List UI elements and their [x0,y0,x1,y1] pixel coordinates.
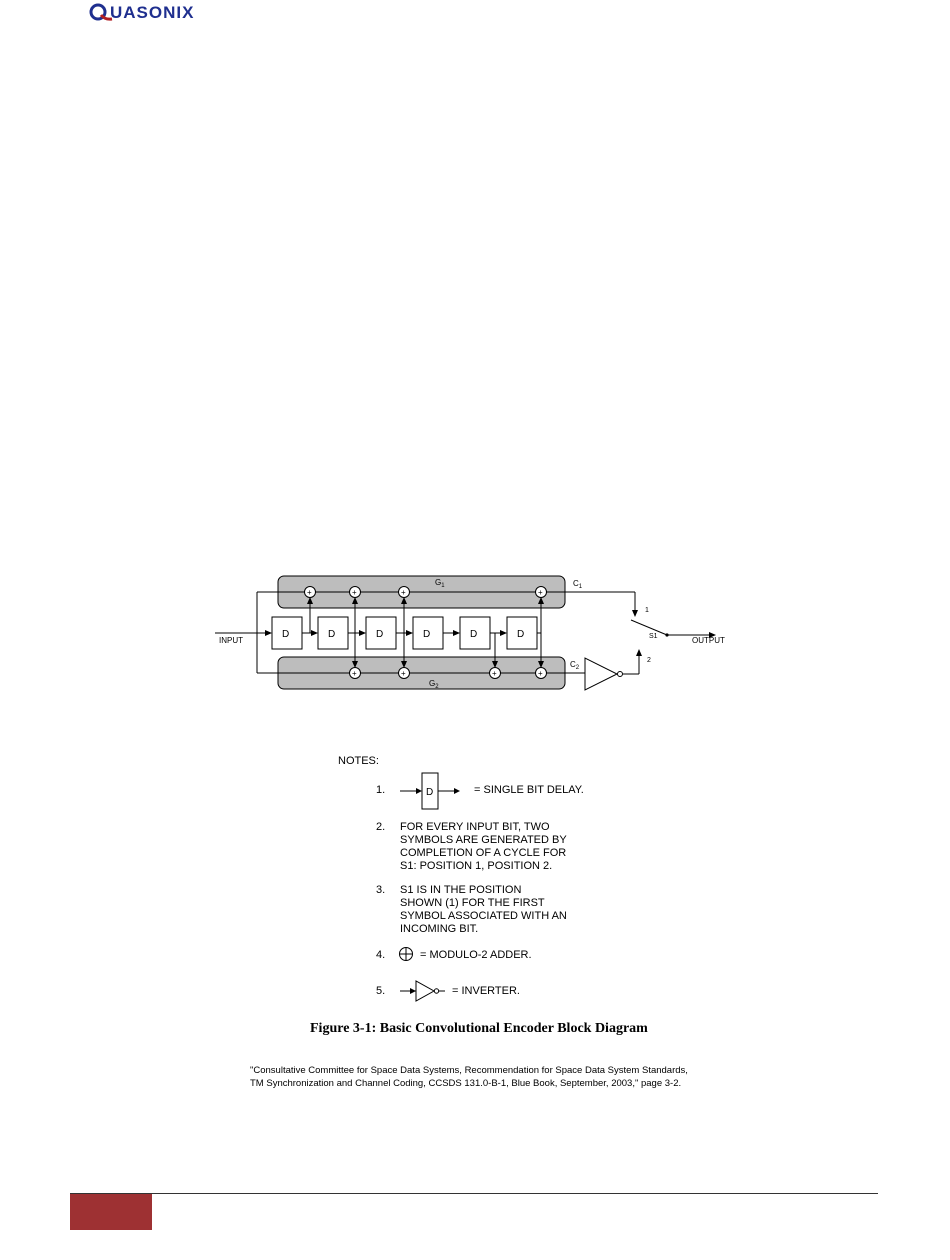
note-number: 4. [376,949,386,961]
svg-text:+: + [352,669,357,678]
input-label: INPUT [219,636,243,645]
svg-text:D: D [426,787,434,798]
svg-text:+: + [307,588,312,597]
delay-label: D [517,629,525,640]
position-1-label: 1 [645,607,649,614]
note-text: FOR EVERY INPUT BIT, TWO SYMBOLS ARE GENERATED BY COMPLETION OF A CYCLE FOR S1: POSITION 1, POSITION 2. [400,821,567,872]
delay-chain [272,617,541,649]
note-text: S1 IS IN THE POSITION SHOWN (1) FOR THE FIRST SYMBOL ASSOCIATED WITH AN INCOMING BIT. [400,884,567,935]
svg-text:+: + [401,669,406,678]
svg-text:+: + [401,588,406,597]
logo-wordmark: UASONIX [110,3,195,22]
svg-text:+: + [492,669,497,678]
position-2-label: 2 [647,657,651,664]
figure-caption: Figure 3-1: Basic Convolutional Encoder Block Diagram [310,1021,648,1036]
svg-text:+: + [538,588,543,597]
c2-label: $C_2$ [570,660,580,671]
inverter-symbol [398,979,446,1003]
delay-label: D [423,629,431,640]
svg-text:+: + [538,669,543,678]
delay-label: D [470,629,478,640]
svg-text:+: + [352,588,357,597]
note-number: 3. [376,884,386,896]
figure-citation: "Consultative Committee for Space Data Systems, Recommendation for Space Data System Standards, TM Synchronization and Channel Coding, CCSDS 131.0-B-1, Blue Book, September, 2003," page 3-2. [250,1065,688,1089]
g1-label: $G_1$ [435,578,445,589]
note-text: = INVERTER. [452,985,520,997]
note-number: 1. [376,784,386,796]
c1-label: $C_1$ [573,579,583,590]
note-number: 5. [376,985,386,997]
convolutional-encoder-diagram [215,570,735,705]
switch-s1-label: S1 [649,633,658,640]
single-bit-delay-symbol [398,771,464,811]
output-label: OUTPUT [692,636,725,645]
footer-rule [70,1193,878,1194]
delay-label: D [328,629,336,640]
modulo2-adder-symbol [398,946,414,962]
g2-label: $G_2$ [429,679,439,690]
footer-accent-block [70,1194,152,1230]
note-text: = SINGLE BIT DELAY. [474,784,584,796]
company-logo [88,0,228,24]
note-number: 2. [376,821,386,833]
note-text: = MODULO-2 ADDER. [420,949,532,961]
delay-label: D [282,629,290,640]
notes-heading: NOTES: [338,755,379,767]
delay-label: D [376,629,384,640]
inverter [585,658,617,690]
